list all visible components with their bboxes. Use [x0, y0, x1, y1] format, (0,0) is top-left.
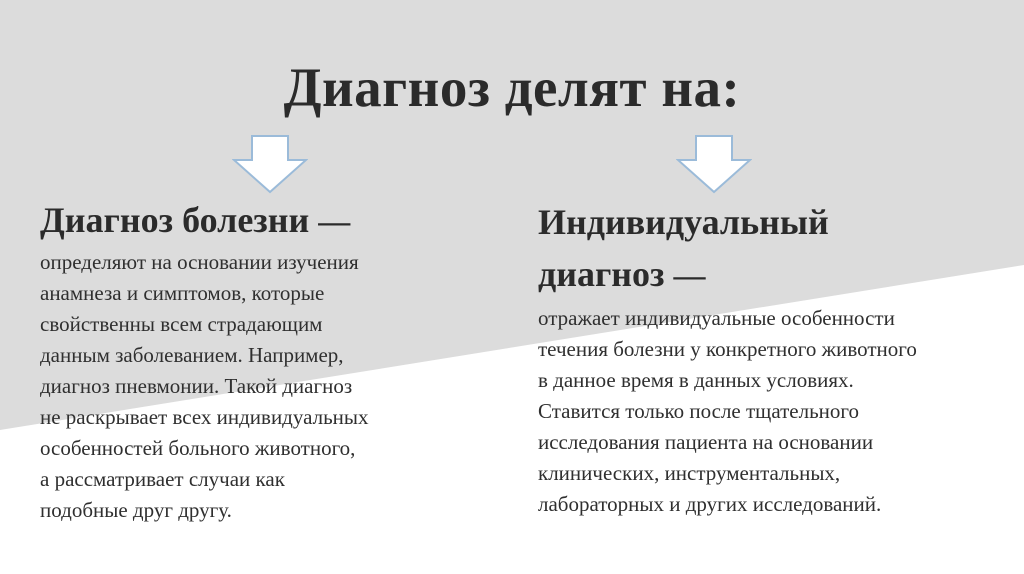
- left-line: диагноз пневмонии. Такой диагноз: [40, 374, 353, 398]
- left-line: не раскрывает всех индивидуальных: [40, 405, 369, 429]
- right-line: отражает индивидуальные особенности: [538, 306, 895, 330]
- left-heading: [40, 196, 460, 245]
- right-line: течения болезни у конкретного животного: [538, 337, 917, 361]
- left-column: [40, 196, 460, 526]
- left-heading-text: Диагноз болезни: [40, 200, 310, 240]
- left-line: анамнеза и симптомов, которые: [40, 281, 325, 305]
- right-heading-line2: диагноз: [538, 254, 665, 294]
- right-line: Ставится только после тщательного: [538, 399, 860, 423]
- left-line: свойственны всем страдающим: [40, 312, 323, 336]
- right-description: [538, 303, 1018, 520]
- right-heading-line2-wrap: [538, 248, 1018, 301]
- right-heading-line1: Индивидуальный: [538, 202, 829, 242]
- down-arrow-left-icon: [232, 134, 308, 194]
- right-heading-dash: —: [673, 257, 706, 293]
- right-column: [538, 196, 1018, 520]
- left-heading-dash: —: [318, 203, 351, 239]
- left-line: а рассматривает случаи как: [40, 467, 285, 491]
- slide-title: Диагноз делят на:: [283, 57, 741, 118]
- right-line: исследования пациента на основании: [538, 430, 874, 454]
- right-line: в данное время в данных условиях.: [538, 368, 854, 392]
- right-line: лабораторных и других исследований.: [538, 492, 882, 516]
- right-line: клинических, инструментальных,: [538, 461, 841, 485]
- left-description: [40, 247, 460, 526]
- left-line: определяют на основании изучения: [40, 250, 359, 274]
- left-line: данным заболеванием. Например,: [40, 343, 344, 367]
- left-line: подобные друг другу.: [40, 498, 232, 522]
- right-heading: [538, 196, 1018, 301]
- left-line: особенностей больного животного,: [40, 436, 356, 460]
- down-arrow-right-icon: [676, 134, 752, 194]
